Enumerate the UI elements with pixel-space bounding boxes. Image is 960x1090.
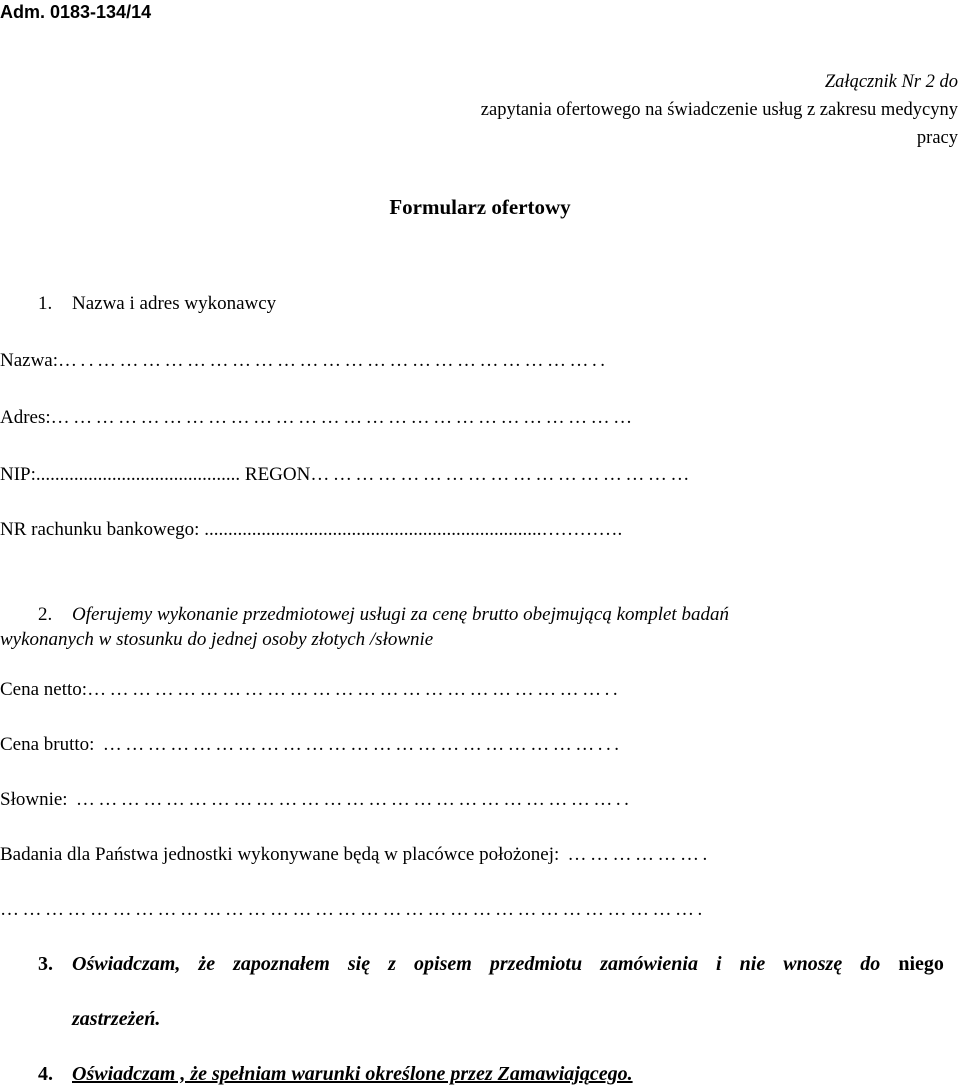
location-fill-line: ………………. (559, 844, 711, 865)
section-3-word: niego (898, 953, 944, 975)
address-label: Adres: (0, 407, 51, 428)
section-4-number: 4. (38, 1063, 53, 1085)
gross-price-label: Cena brutto: (0, 734, 95, 755)
annex-note (481, 68, 958, 152)
section-4-text: Oświadczam , że spełniam warunki określone przez Zamawiającego. (72, 1063, 633, 1085)
name-fill-line: …..………………………………………………………….. (58, 350, 609, 371)
address-fill-line: …………………………………………………………………… (50, 407, 636, 428)
annex-line-2: zapytania ofertowego na świadczenie usług z zakresu medycyny (480, 100, 958, 120)
location-text: Badania dla Państwa jednostki wykonywane będą w placówce położonej: (0, 844, 560, 865)
name-field-row (0, 350, 609, 372)
bank-account-label: NR rachunku bankowego: (0, 519, 200, 540)
gross-price-row (0, 734, 622, 756)
bank-account-fill-line: .......................................................................…………. (199, 519, 623, 540)
nip-fill-line: ........................................... (35, 464, 241, 485)
section-2-text-line-2: wykonanych w stosunku do jednej osoby złotych /słownie (0, 629, 434, 650)
regon-label: REGON (244, 464, 311, 485)
section-3-line-2: zastrzeżeń. (72, 1008, 161, 1030)
form-title: Formularz ofertowy (389, 195, 571, 219)
section-2-text-line-1: Oferujemy wykonanie przedmiotowej usługi za cenę brutto obejmującą komplet badań (72, 604, 729, 625)
in-words-fill-line: ……………………………………………………………….. (67, 789, 633, 810)
net-price-label: Cena netto: (0, 679, 88, 700)
nip-regon-row (0, 464, 693, 486)
gross-price-fill-line: …………………………………………………………... (94, 734, 623, 755)
document-reference: Adm. 0183-134/14 (0, 2, 152, 22)
section-3-word: wnoszę (783, 953, 843, 975)
bank-account-row (0, 519, 622, 541)
address-field-row (0, 407, 636, 429)
section-3-word: Oświadczam, (72, 953, 181, 975)
net-price-fill-line: …………………………………………………………….. (87, 679, 622, 700)
section-3-word: nie (739, 953, 766, 975)
location-row (0, 844, 711, 866)
in-words-label: Słownie: (0, 789, 68, 810)
section-1-heading: Nazwa i adres wykonawcy (72, 293, 277, 314)
in-words-row (0, 789, 632, 811)
section-1-number: 1. (38, 293, 53, 314)
section-3-line-1 (72, 953, 944, 976)
section-3-word: opisem (414, 953, 472, 975)
section-3-word: z (388, 953, 396, 975)
section-3-word: się (347, 953, 371, 975)
section-3-word: zapoznałem (233, 953, 330, 975)
annex-line-3: pracy (916, 128, 958, 148)
section-3-word: do (860, 953, 881, 975)
section-2-number: 2. (38, 604, 53, 625)
location-row-2 (0, 899, 706, 921)
section-3-word: przedmiotu (489, 953, 583, 975)
section-3-word: że (198, 953, 216, 975)
regon-fill-line: …………………………………………… (310, 464, 693, 485)
section-3-number: 3. (38, 953, 53, 975)
annex-line-1: Załącznik Nr 2 do (824, 72, 958, 92)
net-price-row (0, 679, 621, 701)
location-fill-line-2: …………………………………………………………………………………. (0, 899, 706, 920)
name-label: Nazwa: (0, 350, 59, 371)
section-3-word: zamówienia (600, 953, 698, 975)
nip-label: NIP: (0, 464, 36, 485)
section-3-word: i (716, 953, 722, 975)
